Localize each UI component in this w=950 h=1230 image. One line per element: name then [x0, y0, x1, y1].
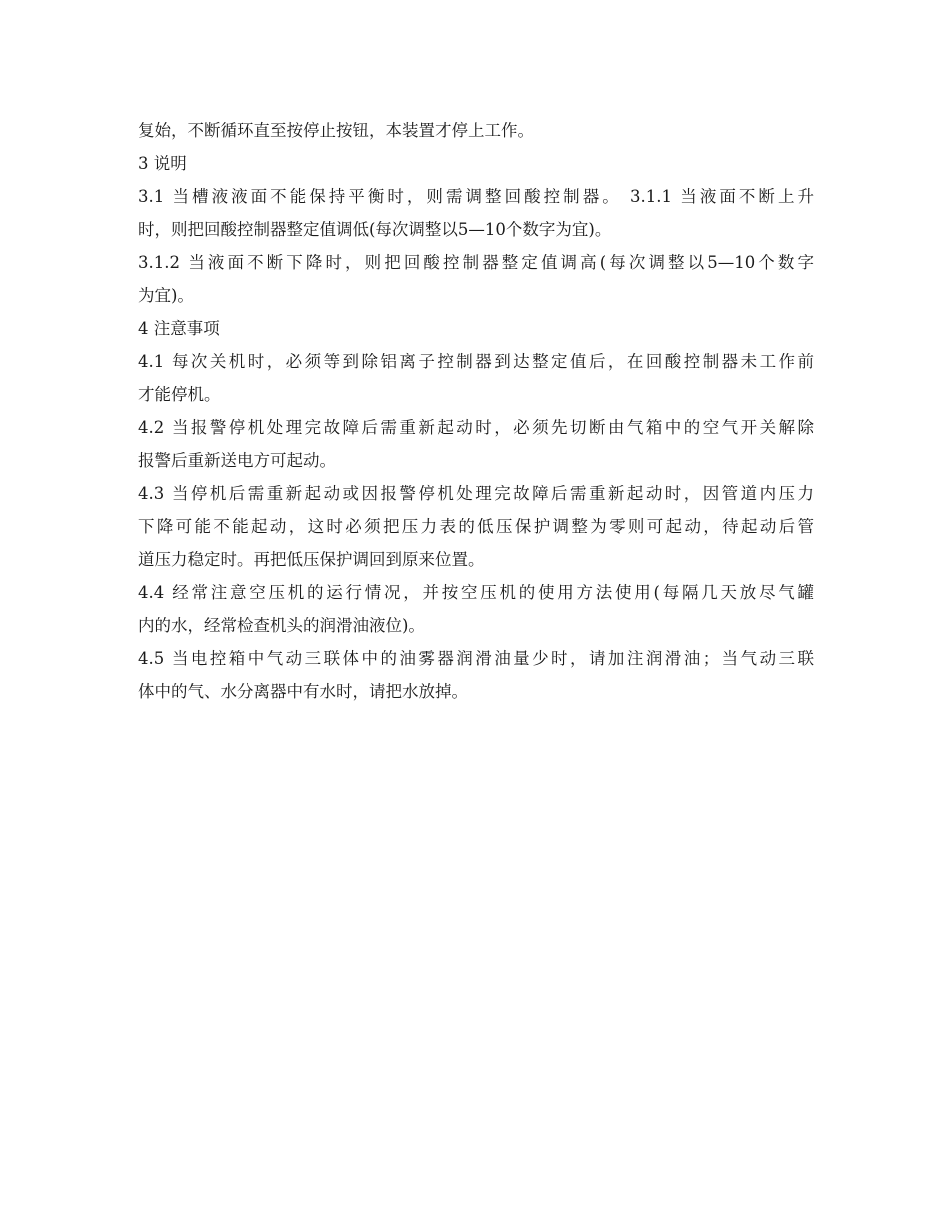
text-line: 4.4 经常注意空压机的运行情况，并按空压机的使用方法使用(每隔几天放尽气罐 — [138, 583, 814, 602]
text-line: 才能停机。 — [138, 385, 221, 404]
text-line: 下降可能不能起动，这时必须把压力表的低压保护调整为零则可起动，待起动后管 — [138, 517, 814, 536]
text-line: 复始，不断循环直至按停止按钮，本装置才停上工作。 — [138, 121, 534, 140]
text-line: 4.2 当报警停机处理完故障后需重新起动时，必须先切断由气箱中的空气开关解除 — [138, 418, 814, 437]
text-line: 为宜)。 — [138, 286, 194, 305]
document-body — [138, 114, 814, 708]
text-line: 4.3 当停机后需重新起动或因报警停机处理完故障后需重新起动时，因管道内压力 — [138, 484, 814, 503]
text-line: 体中的气、水分离器中有水时，请把水放掉。 — [138, 682, 468, 701]
text-line: 3.1 当槽液液面不能保持平衡时，则需调整回酸控制器。 3.1.1 当液面不断上升 — [138, 187, 814, 206]
text-line: 报警后重新送电方可起动。 — [138, 451, 336, 470]
text-line: 内的水，经常检查机头的润滑油液位)。 — [138, 616, 425, 635]
text-line: 4.5 当电控箱中气动三联体中的油雾器润滑油量少时，请加注润滑油；当气动三联 — [138, 649, 814, 668]
text-line: 4.1 每次关机时，必须等到除铝离子控制器到达整定值后，在回酸控制器未工作前 — [138, 352, 814, 371]
section-heading: 3 说明 — [138, 154, 187, 173]
text-line: 道压力稳定时。再把低压保护调回到原来位置。 — [138, 550, 485, 569]
section-heading: 4 注意事项 — [138, 319, 220, 338]
text-line: 时，则把回酸控制器整定值调低(每次调整以5—10个数字为宜)。 — [138, 220, 612, 239]
text-line: 3.1.2 当液面不断下降时，则把回酸控制器整定值调高(每次调整以5—10个数字 — [138, 253, 814, 272]
